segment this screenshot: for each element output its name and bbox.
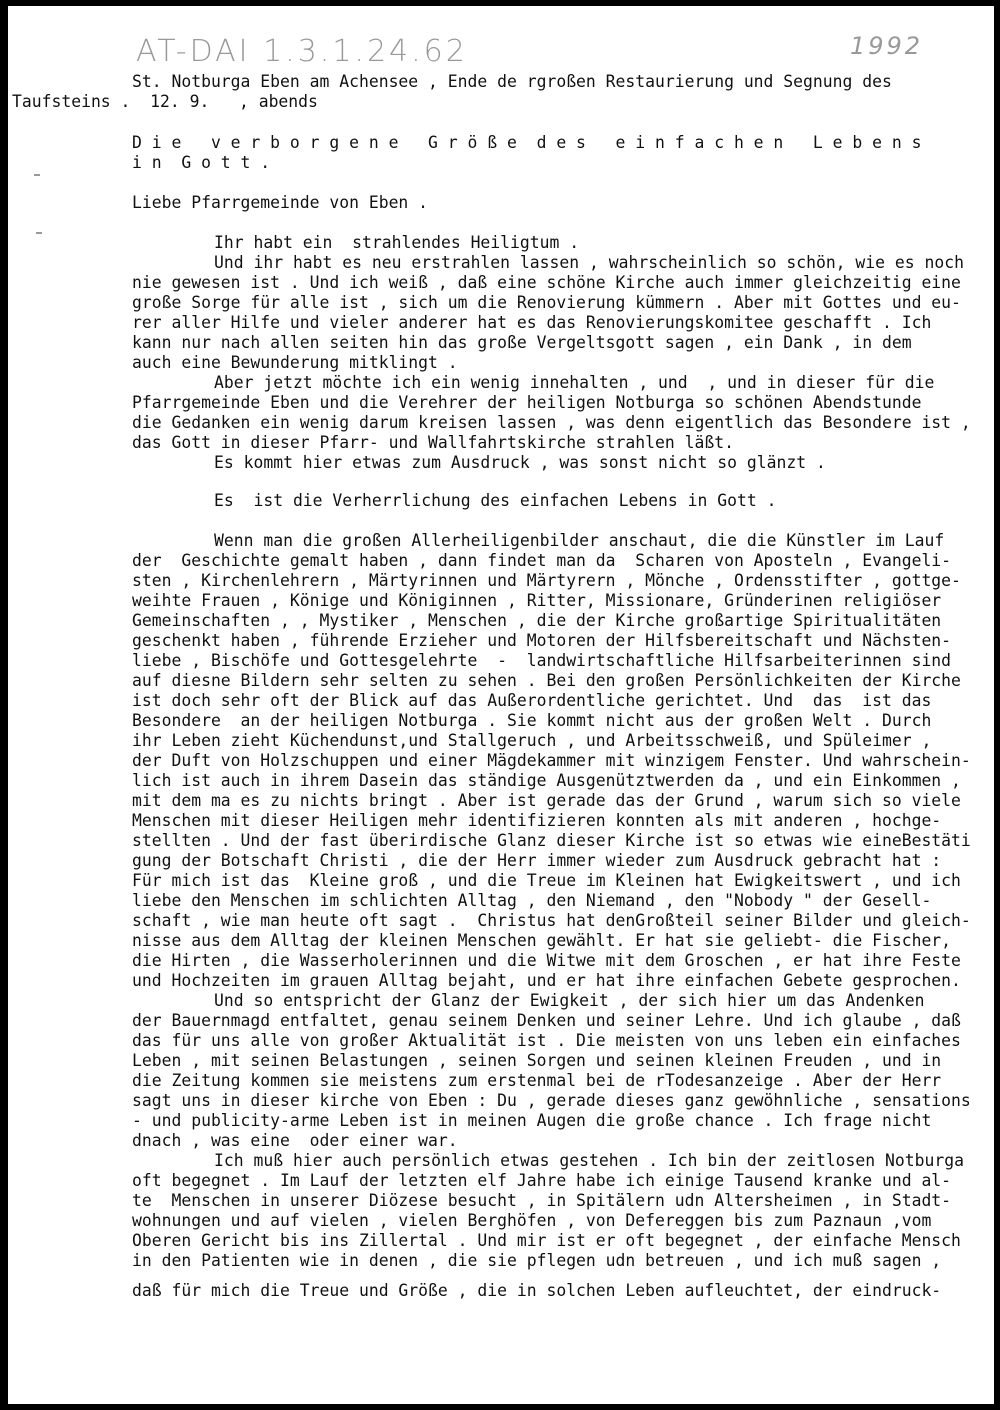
body-line: die Hirten , die Wasserholerinnen und die Witwe mit dem Groschen , er hat ihre Feste <box>132 951 961 970</box>
body-line: Es kommt hier etwas zum Ausdruck , was sonst nicht so glänzt . <box>214 453 826 472</box>
body-line: schaft , wie man heute oft sagt . Christus hat denGroßteil seiner Bilder und gleich- <box>132 911 971 930</box>
document-title: i n G o t t . <box>132 153 271 172</box>
body-line: ihr Leben zieht Küchendunst,und Stallgeruch , und Arbeitsschweiß, und Spüleimer , <box>132 731 932 750</box>
typed-text <box>8 6 994 1404</box>
body-line: Pfarrgemeinde Eben und die Verehrer der heiligen Notburga so schönen Abendstunde <box>132 393 922 412</box>
body-line: stellten . Und der fast überirdische Glanz dieser Kirche ist so etwas wie eineBestäti <box>132 831 971 850</box>
body-line: auch eine Bewunderung mitklingt . <box>132 353 458 372</box>
body-line: große Sorge für alle ist , sich um die Renovierung kümmern . Aber mit Gottes und eu- <box>132 293 961 312</box>
body-line: nie gewesen ist . Und ich weiß , daß eine schöne Kirche auch immer gleichzeitig eine <box>132 273 961 292</box>
body-line: sagt uns in dieser kirche von Eben : Du , gerade dieses ganz gewöhnliche , sensations <box>132 1091 971 1110</box>
body-line: lich ist auch in ihrem Dasein das ständige Ausgenütztwerden da , und ein Einkommen , <box>132 771 961 790</box>
body-line: mit dem ma es zu nichts bringt . Aber ist gerade das der Grund , warum sich so viele <box>132 791 961 810</box>
body-line: Und so entspricht der Glanz der Ewigkeit , der sich hier um das Andenken <box>214 991 925 1010</box>
body-line: weihte Frauen , Könige und Königinnen , Ritter, Missionare, Gründerinen religiöser <box>132 591 942 610</box>
body-line: nisse aus dem Alltag der kleinen Menschen gewählt. Er hat sie geliebt- die Fischer, <box>132 931 952 950</box>
body-line: der Bauernmagd entfaltet, genau seinem Denken und seiner Lehre. Und ich glaube , daß <box>132 1011 961 1030</box>
body-line: die Gedanken ein wenig darum kreisen lassen , was denn eigentlich das Besondere ist , <box>132 413 971 432</box>
body-line: der Geschichte gemalt haben , dann findet man da Scharen von Aposteln , Evangeli- <box>132 551 952 570</box>
heading-line: Taufsteins . 12. 9. , abends <box>12 92 318 111</box>
body-line: liebe den Menschen im schlichten Alltag , den Niemand , den "Nobody " der Gesell- <box>132 891 932 910</box>
salutation: Liebe Pfarrgemeinde von Eben . <box>132 193 429 212</box>
body-line: oft begegnet . Im Lauf der letzten elf Jahre habe ich einige Tausend kranke und al- <box>132 1171 952 1190</box>
body-line: geschenkt haben , führende Erzieher und Motoren der Hilfsbereitschaft und Nächsten- <box>132 631 952 650</box>
body-line: Ich muß hier auch persönlich etwas gestehen . Ich bin der zeitlosen Notburga <box>214 1151 964 1170</box>
body-line: daß für mich die Treue und Größe , die in solchen Leben aufleuchtet, der eindruck- <box>132 1281 942 1300</box>
body-line: Oberen Gericht bis ins Zillertal . Und mir ist er oft begegnet , der einfache Mensch <box>132 1231 961 1250</box>
body-line: sten , Kirchenlehrern , Märtyrinnen und Märtyrern , Mönche , Ordensstifter , gottge- <box>132 571 961 590</box>
body-line: liebe , Bischöfe und Gottesgelehrte - landwirtschaftliche Hilfsarbeiterinnen sind <box>132 651 952 670</box>
body-line: wohnungen und auf vielen , vielen Berghöfen , von Defereggen bis zum Paznaun ,vom <box>132 1211 932 1230</box>
body-line: das für uns alle von großer Aktualität ist . Die meisten von uns leben ein einfaches <box>132 1031 961 1050</box>
body-line: der Duft von Holzschuppen und einer Mägdekammer mit winzigem Fenster. Und wahrschein- <box>132 751 971 770</box>
body-line: Ihr habt ein strahlendes Heiligtum . <box>214 233 580 252</box>
body-line: in den Patienten wie in denen , die sie pflegen udn betreuen , und ich muß sagen , <box>132 1251 942 1270</box>
body-line: dnach , was eine oder einer war. <box>132 1131 458 1150</box>
body-line: das Gott in dieser Pfarr- und Wallfahrtskirche strahlen läßt. <box>132 433 734 452</box>
body-line: die Zeitung kommen sie meistens zum erstenmal bei de rTodesanzeige . Aber der Herr <box>132 1071 942 1090</box>
body-line: Für mich ist das Kleine groß , und die Treue im Kleinen hat Ewigkeitswert , und ich <box>132 871 961 890</box>
body-line: - und publicity-arme Leben ist in meinen Augen die große chance . Ich frage nicht <box>132 1111 932 1130</box>
heading-line: St. Notburga Eben am Achensee , Ende de rgroßen Restaurierung und Segnung des <box>132 72 892 91</box>
body-line: Menschen mit dieser Heiligen mehr identifizieren konnten als mit anderen , hochge- <box>132 811 942 830</box>
document-page <box>8 6 994 1404</box>
body-line: Aber jetzt möchte ich ein wenig innehalten , und , und in dieser für die <box>214 373 935 392</box>
body-line: ist doch sehr oft der Blick auf das Außerordentliche gerichtet. Und das ist das <box>132 691 932 710</box>
body-line: kann nur nach allen seiten hin das große Vergeltsgott sagen , ein Dank , in dem <box>132 333 912 352</box>
body-line: Leben , mit seinen Belastungen , seinen Sorgen und seinen kleinen Freuden , und in <box>132 1051 942 1070</box>
body-line: Und ihr habt es neu erstrahlen lassen , wahrscheinlich so schön, wie es noch <box>214 253 964 272</box>
body-line: Besondere an der heiligen Notburga . Sie kommt nicht aus der großen Welt . Durch <box>132 711 932 730</box>
document-title: D i e v e r b o r g e n e G r ö ß e d e s e i n f a c h e n L e b e n s <box>132 133 922 152</box>
body-line: Wenn man die großen Allerheiligenbilder anschaut, die die Künstler im Lauf <box>214 531 945 550</box>
body-line: Es ist die Verherrlichung des einfachen Lebens in Gott . <box>214 491 777 510</box>
body-line: und Hochzeiten im grauen Alltag bejaht, und er hat ihre einfachen Gebete gesprochen. <box>132 971 961 990</box>
body-line: te Menschen in unserer Diözese besucht , in Spitälern udn Altersheimen , in Stadt- <box>132 1191 952 1210</box>
body-line: auf diesne Bildern sehr selten zu sehen . Bei den großen Persönlichkeiten der Kirche <box>132 671 961 690</box>
body-line: Gemeinschaften , , Mystiker , Menschen , die der Kirche großartige Spiritualitäten <box>132 611 942 630</box>
handwritten-archive-reference: AT-DAI 1.3.1.24.62 <box>136 34 468 69</box>
body-line: rer aller Hilfe und vieler anderer hat es das Renovierungskomitee geschafft . Ich <box>132 313 932 332</box>
body-line: gung der Botschaft Christi , die der Herr immer wieder zum Ausdruck gebracht hat : <box>132 851 942 870</box>
handwritten-year-note: 1992 <box>850 32 924 60</box>
